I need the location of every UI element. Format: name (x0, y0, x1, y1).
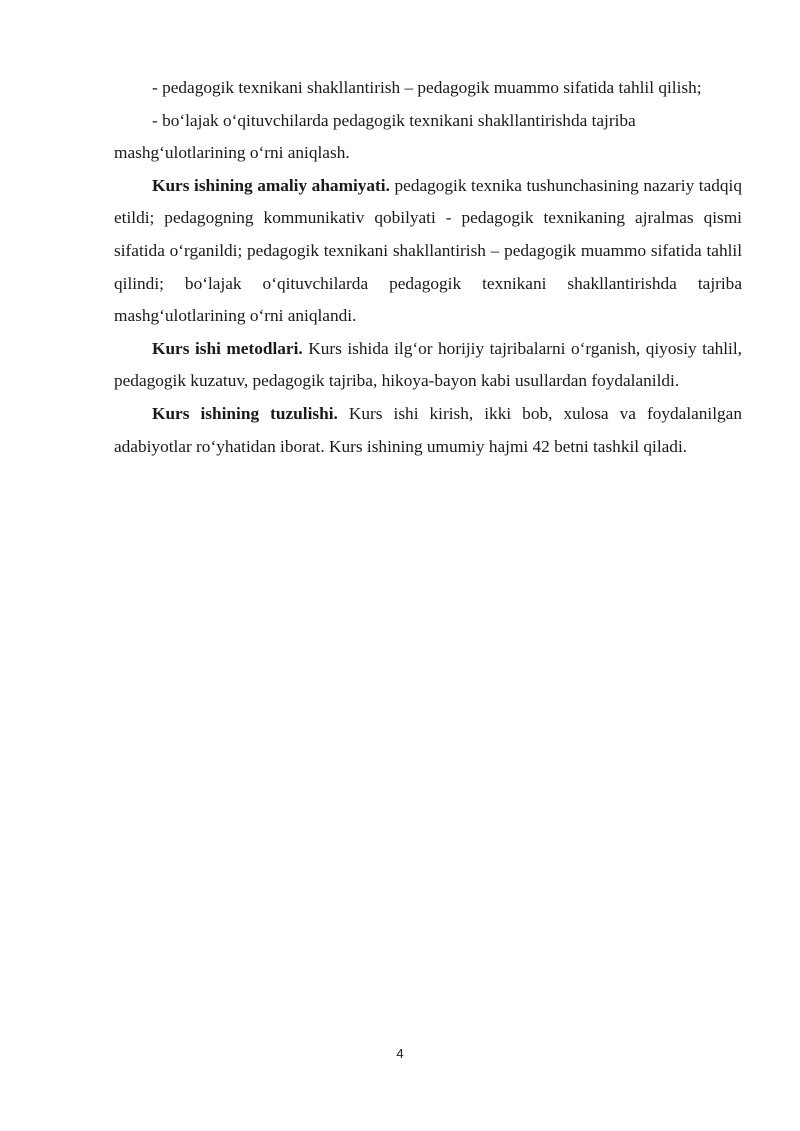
bullet-item-2-text: - bo‘lajak o‘qituvchilarda pedagogik texnikani shakllantirishda tajriba mashg‘ulotlarining o‘rni aniqlash. (114, 110, 636, 163)
paragraph-heading: Kurs ishi metodlari. (152, 338, 303, 358)
bullet-item-1-text: - pedagogik texnikani shakllantirish – pedagogik muammo sifatida tahlil qilish; (152, 78, 702, 97)
paragraph-practical-significance (114, 170, 742, 333)
paragraph-text: Kurs ishi kirish, ikki bob, xulosa va foydalanilgan adabiyotlar ro‘yhatidan iborat. Kurs ishining umumiy hajmi 42 betni tashkil qiladi. (114, 403, 742, 456)
bullet-item-2 (114, 105, 742, 170)
paragraph-methods (114, 333, 742, 398)
paragraph-heading: Kurs ishining tuzulishi. (152, 403, 338, 423)
paragraph-heading: Kurs ishining amaliy ahamiyati. (152, 175, 390, 195)
paragraph-text: pedagogik texnika tushunchasining nazariy tadqiq etildi; pedagogning kommunikativ qobilyati - pedagogik texnikaning ajralmas qismi sifatida o‘rganildi; pedagogik texnikani shakllantirish – pedagogik muammo sifatida tahlil qilindi; bo‘lajak o‘qituvchilarda pedagogik texnikani shakllantirishda tajriba mashg‘ulotlarining o‘rni aniqlandi. (114, 175, 742, 326)
bullet-item-1 (114, 72, 742, 105)
page-number: 4 (396, 1046, 404, 1061)
document-body (114, 72, 742, 463)
paragraph-text: Kurs ishida ilg‘or horijiy tajribalarni o‘rganish, qiyosiy tahlil, pedagogik kuzatuv, pedagogik tajriba, hikoya-bayon kabi usullardan foydalanildi. (114, 338, 742, 391)
paragraph-structure (114, 398, 742, 463)
